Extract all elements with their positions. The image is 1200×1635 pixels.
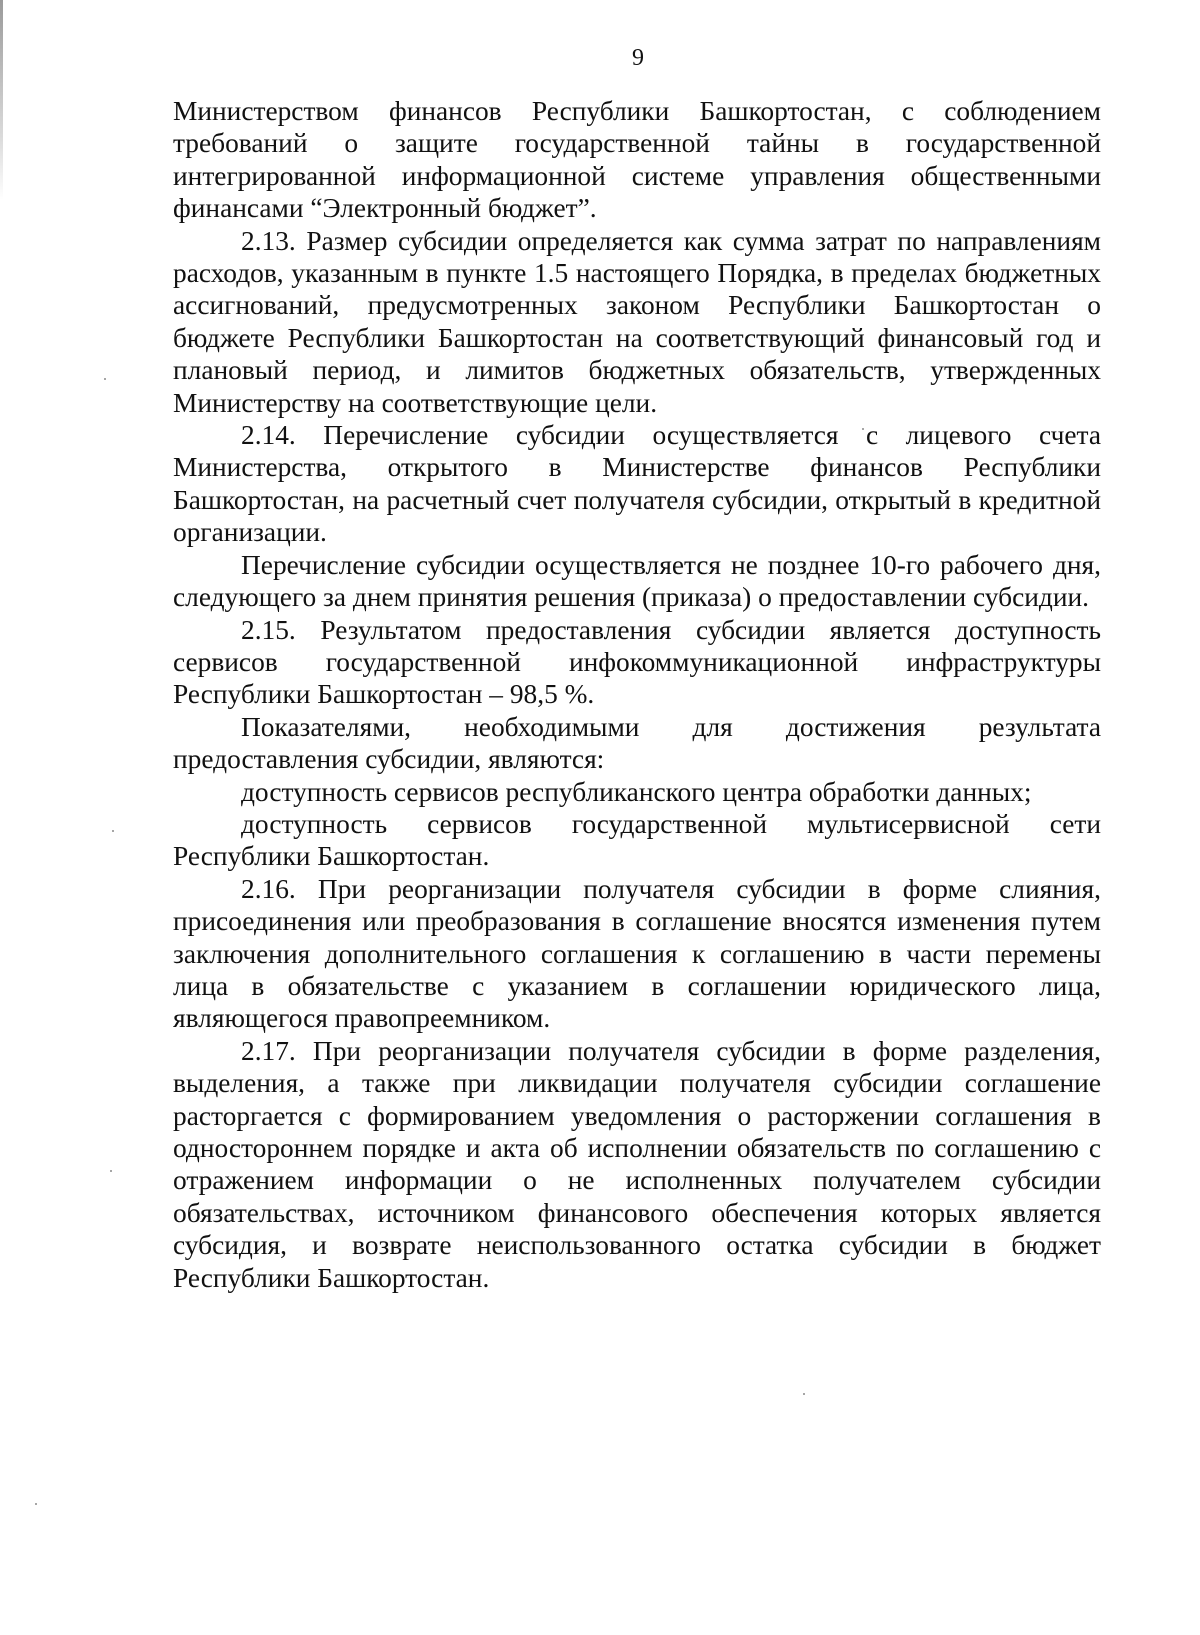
scan-speck	[110, 1170, 112, 1172]
scan-speck	[35, 1503, 37, 1505]
paragraph-2-14: 2.14. Перечисление субсидии осуществляется с лицевого счета Министерства, открытого в Министерстве финансов Республики Башкортостан, на расчетный счет получателя субсидии, открытый в кредитной организации.	[173, 420, 1101, 548]
page-number: 9	[632, 45, 644, 71]
paragraph-2-15: 2.15. Результатом предоставления субсидии является доступность сервисов государственной инфокоммуникационной инфраструктуры Республики Башкортостан – 98,5 %.	[173, 614, 1101, 710]
paragraph-2-13: 2.13. Размер субсидии определяется как сумма затрат по направлениям расходов, указанным в пункте 1.5 настоящего Порядка, в пределах бюджетных ассигнований, предусмотренных законом Республики Башкортостан о бюджете Республики Башкортостан на соответствующий финансовый год и плановый период, и лимитов бюджетных обязательств, утвержденных Министерству на соответствующие цели.	[173, 225, 1101, 418]
paragraph-continuation: Министерством финансов Республики Башкортостан, с соблюдением требований о защите государственной тайны в государственной интегрированной информационной системе управления общественными финансами “Электронный бюджет”.	[173, 96, 1101, 224]
paragraph-2-16: 2.16. При реорганизации получателя субсидии в форме слияния, присоединения или преобразования в соглашение вносятся изменения путем заключения дополнительного соглашения к соглашению в части перемены лица в обязательстве с указанием в соглашении юридического лица, являющегося правопреемником.	[173, 873, 1101, 1034]
paragraph-2-15-indicators: Показателями, необходимыми для достижения результата предоставления субсидии, являются:	[173, 711, 1101, 775]
paragraph-indicator-data-center: доступность сервисов республиканского центра обработки данных;	[241, 776, 1032, 807]
document-body	[173, 95, 1101, 1294]
paragraph-indicator-multiservice-network: доступность сервисов государственной мультисервисной сети Республики Башкортостан.	[173, 808, 1101, 872]
paragraph-2-17: 2.17. При реорганизации получателя субсидии в форме разделения, выделения, а также при ликвидации получателя субсидии соглашение расторгается с формированием уведомления о расторжении соглашения в одностороннем порядке и акта об исполнении обязательств по соглашению с отражением информации о не исполненных получателем субсидии обязательствах, источником финансового обеспечения которых является субсидия, и возврате неиспользованного остатка субсидии в бюджет Республики Башкортостан.	[173, 1035, 1101, 1293]
paragraph-2-14-transfer-deadline: Перечисление субсидии осуществляется не позднее 10-го рабочего дня, следующего за днем принятия решения (приказа) о предоставлении субсидии.	[173, 549, 1101, 613]
scan-speck	[803, 1393, 805, 1395]
scan-speck	[112, 830, 114, 832]
scan-edge-shadow	[0, 0, 3, 200]
scan-speck	[104, 378, 106, 380]
